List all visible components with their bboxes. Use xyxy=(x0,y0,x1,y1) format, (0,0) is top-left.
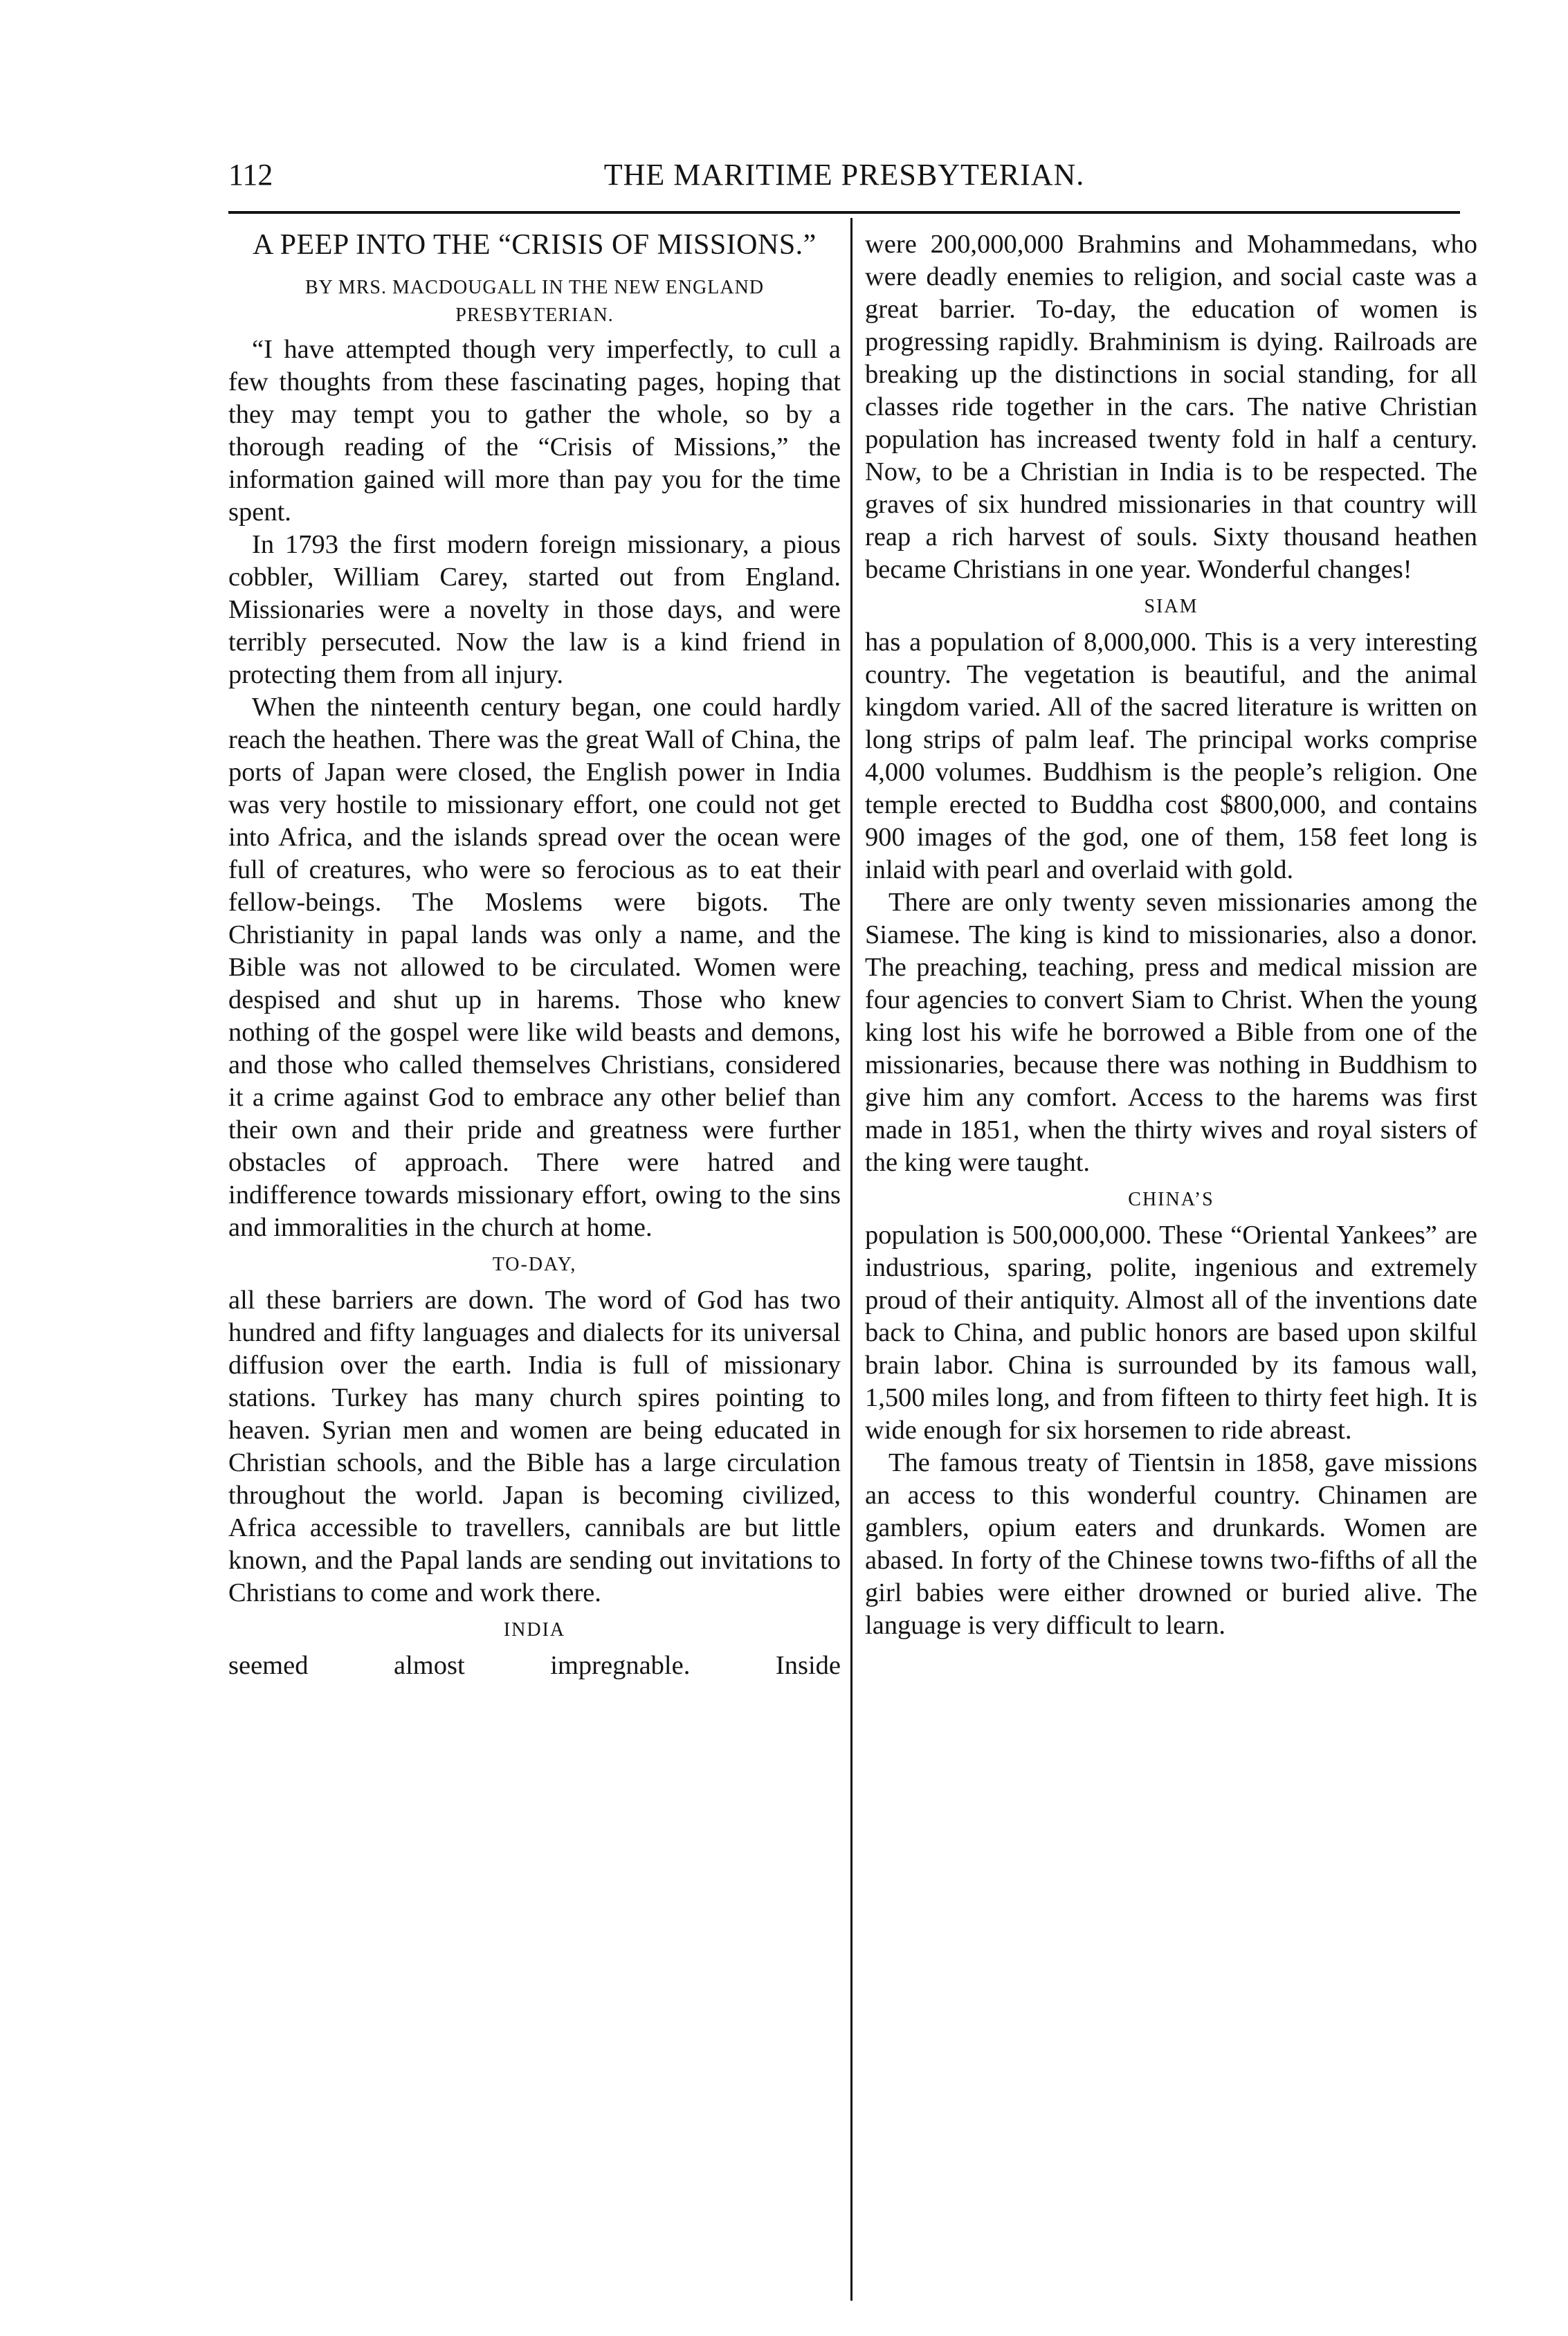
paragraph: “I have attempted though very imperfectly, to cull a few thoughts from these fascinating pages, hoping that they may tempt you to gather the whole, so by a thorough reading of the “Crisis of Missions,” the information gained will more than pay you for the time spent. xyxy=(228,335,841,527)
paragraph: population is 500,000,000. These “Oriental Yankees” are industrious, sparing, polite, ingenious and extremely proud of their antiquity. Almost all of the inventions date back to China, and public honors are based upon skilful brain labor. China is surrounded by its famous wall, 1,500 miles long, and from fifteen to thirty feet high. It is wide enough for six horsemen to ride abreast. xyxy=(865,1221,1477,1445)
header-rule xyxy=(228,211,1460,214)
article-byline: BY MRS. MACDOUGALL IN THE NEW ENGLAND PRESBYTERIAN. xyxy=(304,277,765,326)
subheading-china: CHINA’S xyxy=(1128,1189,1214,1210)
left-column xyxy=(228,228,841,1682)
subheading-india: INDIA xyxy=(503,1619,566,1641)
paragraph: In 1793 the first modern foreign missionary, a pious cobbler, William Carey, started out from England. Missionaries were a novelty in those days, and were terribly persecuted. Now the law is a kind friend in protecting them from all injury. xyxy=(228,530,841,689)
column-divider xyxy=(850,218,853,2301)
page-header xyxy=(228,151,1460,199)
running-title: THE MARITIME PRESBYTERIAN. xyxy=(603,158,1085,192)
paragraph: The famous treaty of Tientsin in 1858, gave missions an access to this wonderful country. Chinamen are gamblers, opium eaters and drunkards. Women are abased. In forty of the Chinese towns two-fifths of all the girl babies were either drowned or buried alive. The language is very difficult to learn. xyxy=(865,1448,1477,1640)
paragraph: were 200,000,000 Brahmins and Mohammedans, who were deadly enemies to religion, and social caste was a great barrier. To-day, the education of women is progressing rapidly. Brahminism is dying. Railroads are breaking up the distinctions in social standing, for all classes ride together in the cars. The native Christian population has increased twenty fold in half a century. Now, to be a Christian in India is to be respected. The graves of six hundred missionaries in that country will reap a rich harvest of souls. Sixty thousand heathen became Christians in one year. Wonderful changes! xyxy=(865,230,1477,584)
article-title: A PEEP INTO THE “CRISIS OF MISSIONS.” xyxy=(253,229,817,261)
right-column xyxy=(865,228,1477,1642)
subheading-today: TO-DAY, xyxy=(492,1254,577,1275)
paragraph: There are only twenty seven missionaries among the Siamese. The king is kind to missionaries, also a donor. The preaching, teaching, press and medical mission are four agencies to convert Siam to Christ. When the young king lost his wife he borrowed a Bible from one of the missionaries, because there was nothing in Buddhism to give him any comfort. Access to the harems was first made in 1851, when the thirty wives and royal sisters of the king were taught. xyxy=(865,888,1477,1177)
paragraph: all these barriers are down. The word of God has two hundred and fifty languages and dialects for its universal diffusion over the earth. India is full of missionary stations. Turkey has many church spires pointing to heaven. Syrian men and women are being educated in Christian schools, and the Bible has a large circulation throughout the world. Japan is becoming civilized, Africa accessible to travellers, cannibals are but little known, and the Papal lands are sending out invitations to Christians to come and work there. xyxy=(228,1286,841,1607)
paragraph: seemed almost impregnable. Inside xyxy=(228,1651,841,1680)
subheading-siam: SIAM xyxy=(1144,596,1198,617)
paragraph: has a population of 8,000,000. This is a very interesting country. The vegetation is beautiful, and the animal kingdom varied. All of the sacred literature is written on long strips of palm leaf. The principal works comprise 4,000 volumes. Buddhism is the people’s religion. One temple erected to Buddha cost $800,000, and contains 900 images of the god, one of them, 158 feet long is inlaid with pearl and overlaid with gold. xyxy=(865,628,1477,884)
page-number: 112 xyxy=(228,158,273,192)
paragraph: When the ninteenth century began, one could hardly reach the heathen. There was the great Wall of China, the ports of Japan were closed, the English power in India was very hostile to missionary effort, one could not get into Africa, and the islands spread over the ocean were full of creatures, who were so ferocious as to eat their fellow-beings. The Moslems were bigots. The Christianity in papal lands was only a name, and the Bible was not allowed to be circulated. Women were despised and shut up in harems. Those who knew nothing of the gospel were like wild beasts and demons, and those who called themselves Christians, considered it a crime against God to embrace any other belief than their own and their pride and greatness were further obstacles of approach. There were hatred and indifference towards missionary effort, owing to the sins and immoralities in the church at home. xyxy=(228,693,841,1242)
